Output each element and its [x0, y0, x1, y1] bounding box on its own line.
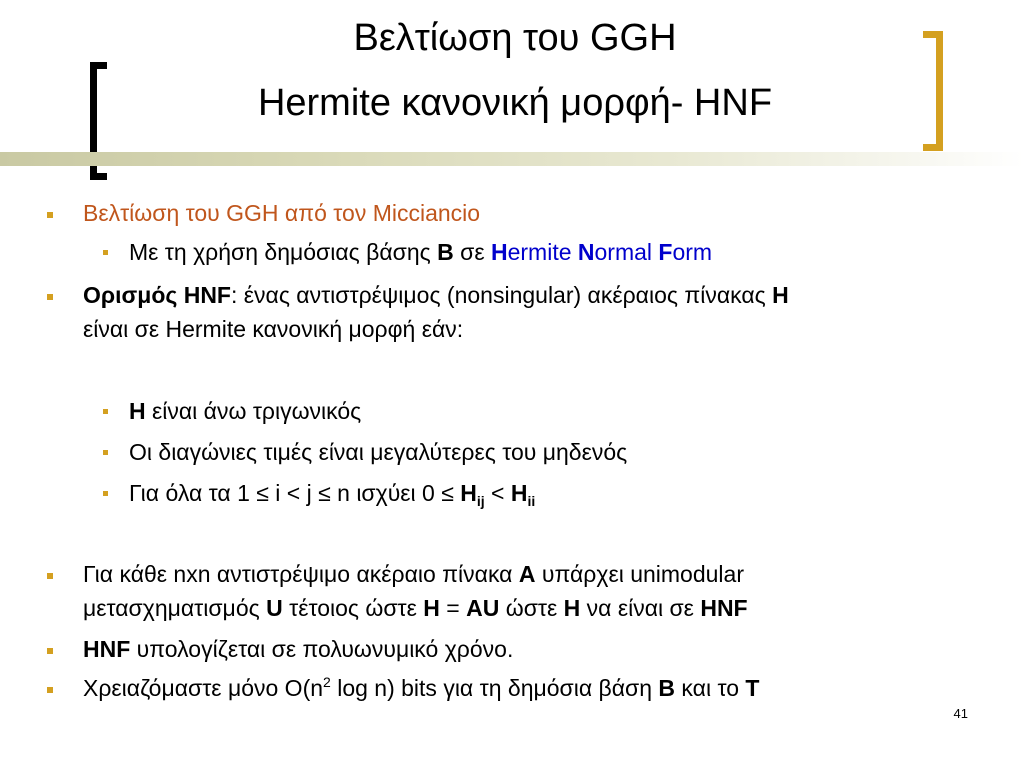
slide-title-line2: Hermite κανονική μορφή- HNF: [257, 82, 773, 124]
bullet-text: Για κάθε nxn αντιστρέψιμο ακέραιο πίνακα A υπάρχει unimodular: [83, 561, 744, 587]
sub-bullet-marker: [103, 409, 108, 414]
bullet-text: HNF υπολογίζεται σε πολυωνυμικό χρόνο.: [83, 636, 514, 662]
bullet-marker: [47, 573, 53, 579]
bullet-marker: [47, 687, 53, 693]
bullet-marker: [47, 294, 53, 300]
sub-bullet-marker: [103, 491, 108, 496]
bullet-text-continued: μετασχηματισμός U τέτοιος ώστε H = AU ώστε H να είναι σε HNF: [83, 595, 748, 621]
slide-title-line1: Βελτίωση του GGH: [353, 17, 677, 59]
sub-bullet-marker: [103, 450, 108, 455]
sub-bullet-text: Οι διαγώνιες τιμές είναι μεγαλύτερες του μηδενός: [129, 439, 628, 465]
sub-bullet-marker: [103, 250, 108, 255]
sub-bullet-text: H είναι άνω τριγωνικός: [129, 398, 362, 424]
title-underline-bar: [0, 152, 1024, 166]
page-number: 41: [953, 706, 968, 721]
right-bracket-decoration: [923, 31, 943, 151]
bullet-text: Χρειαζόμαστε μόνο $O(n^2$ log n) bits για τη δημόσια βάση B και το T: [83, 674, 760, 701]
bullet-text-continued: είναι σε Hermite κανονική μορφή εάν:: [83, 316, 464, 342]
bullet-marker: [47, 212, 53, 218]
bullet-text: Ορισμός HNF: ένας αντιστρέψιμος (nonsingular) ακέραιος πίνακας H: [83, 282, 789, 308]
sub-bullet-text: Για όλα τα 1 ≤ i < j ≤ n ισχύει $0 \le H_{ij} < H_{ii}$: [129, 480, 536, 509]
bullet-text: Βελτίωση του GGH από τον Micciancio: [83, 200, 481, 226]
sub-bullet-text: Με τη χρήση δημόσιας βάσης B σε Hermite Normal Form: [129, 239, 713, 265]
bullet-marker: [47, 648, 53, 654]
